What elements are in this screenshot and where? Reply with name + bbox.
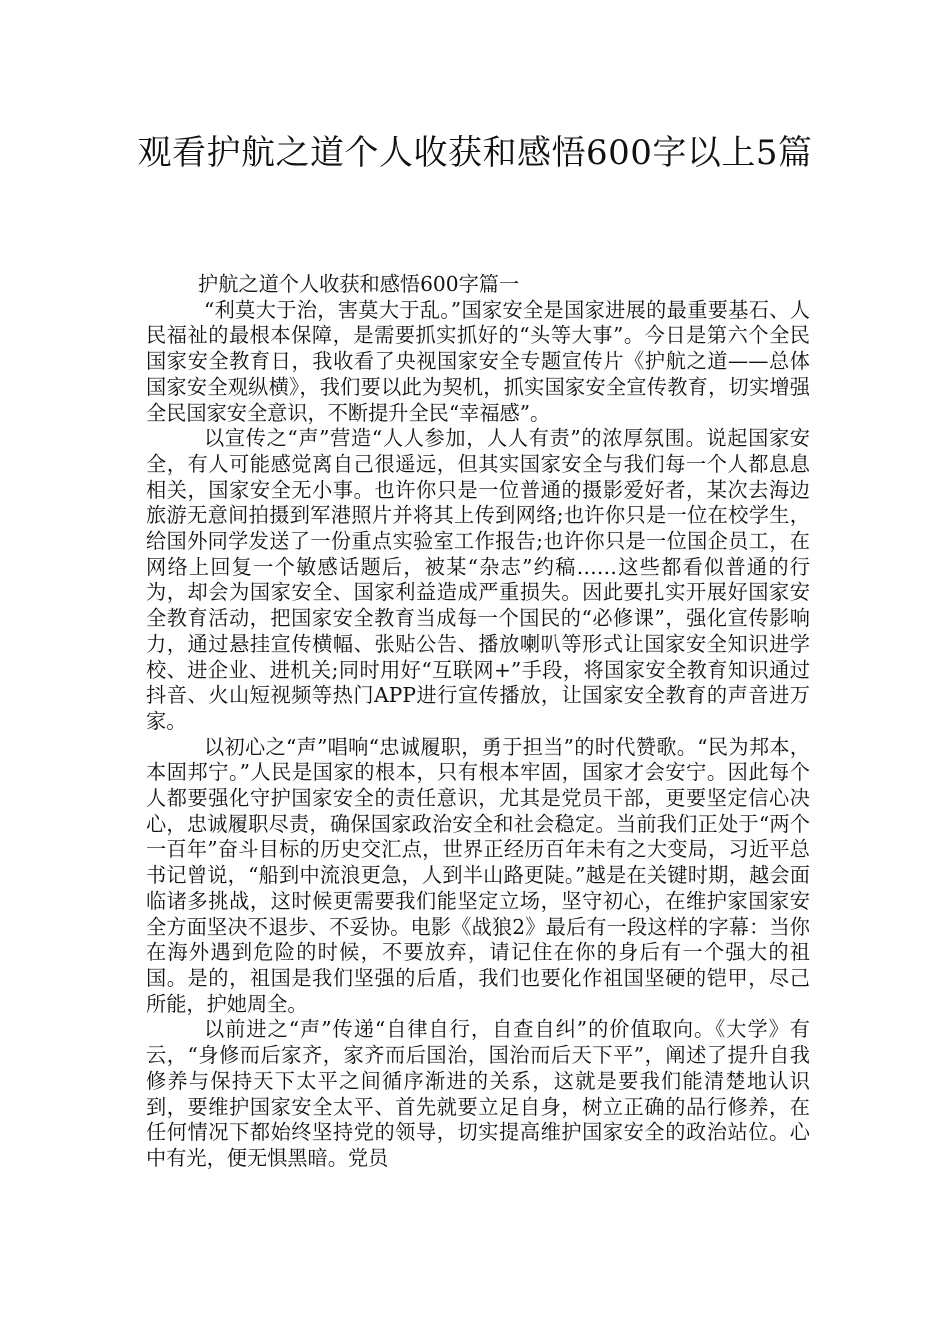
- section-heading: 护航之道个人收获和感悟600字篇一: [198, 272, 520, 296]
- paragraph-intro: “利莫大于治，害莫大于乱。”国家安全是国家进展的最重要基石、人民福祉的最根本保障，是需要抓实抓好的“头等大事”。今日是第六个全民国家安全教育日，我收看了央视国家安全专题宣传片《护航之道——总体国家安全观纵横》，我们要以此为契机，抓实国家安全宣传教育，切实增强全民国家安全意识，不断提升全民“幸福感”。: [146, 297, 810, 425]
- paragraph-publicity: 以宣传之“声”营造“人人参加，人人有责”的浓厚氛围。说起国家安全，有人可能感觉离自己很遥远，但其实国家安全与我们每一个人都息息相关，国家安全无小事。也许你只是一位普通的摄影爱好者，某次去海边旅游无意间拍摄到军港照片并将其上传到网络;也许你只是一位在校学生，给国外同学发送了一份重点实验室工作报告;也许你只是一位国企员工，在网络上回复一个敏感话题后，被某“杂志”约稿……这些都看似普通的行为，却会为国家安全、国家利益造成严重损失。因此要扎实开展好国家安全教育活动，把国家安全教育当成每一个国民的“必修课”，强化宣传影响力，通过悬挂宣传横幅、张贴公告、播放喇叭等形式让国家安全知识进学校、进企业、进机关;同时用好“互联网+”手段，将国家安全教育知识通过抖音、火山短视频等热门APP进行宣传播放，让国家安全教育的声音进万家。: [146, 426, 810, 733]
- paragraph-progress: 以前进之“声”传递“自律自行，自查自纠”的价值取向。《大学》有云，“身修而后家齐，家齐而后国治，国治而后天下平”，阐述了提升自我修养与保持天下太平之间循序渐进的关系，这就是要我们能清楚地认识到，要维护国家安全太平、首先就要立足自身，树立正确的品行修养，在任何情况下都始终坚持党的领导，切实提高维护国家安全的政治站位。心中有光，便无惧黑暗。党员: [146, 1017, 810, 1170]
- document-body: [146, 272, 810, 1172]
- document-title: 观看护航之道个人收获和感悟600字以上5篇: [137, 133, 813, 173]
- paragraph-original-aspiration: 以初心之“声”唱响“忠诚履职，勇于担当”的时代赞歌。“民为邦本，本固邦宁。”人民是国家的根本，只有根本牢固，国家才会安宁。因此每个人都要强化守护国家安全的责任意识，尤其是党员干部，更要坚定信心决心，忠诚履职尽责，确保国家政治安全和社会稳定。当前我们正处于“两个一百年”奋斗目标的历史交汇点，世界正经历百年未有之大变局，习近平总书记曾说，“船到中流浪更急，人到半山路更陡。”越是在关键时期，越会面临诸多挑战，这时候更需要我们能坚定立场，坚守初心，在维护家国家安全方面坚决不退步、不妥协。电影《战狼2》最后有一段这样的字幕：当你在海外遇到危险的时候，不要放弃，请记住在你的身后有一个强大的祖国。是的，祖国是我们坚强的后盾，我们也要化作祖国坚硬的铠甲，尽己所能，护她周全。: [146, 734, 810, 1016]
